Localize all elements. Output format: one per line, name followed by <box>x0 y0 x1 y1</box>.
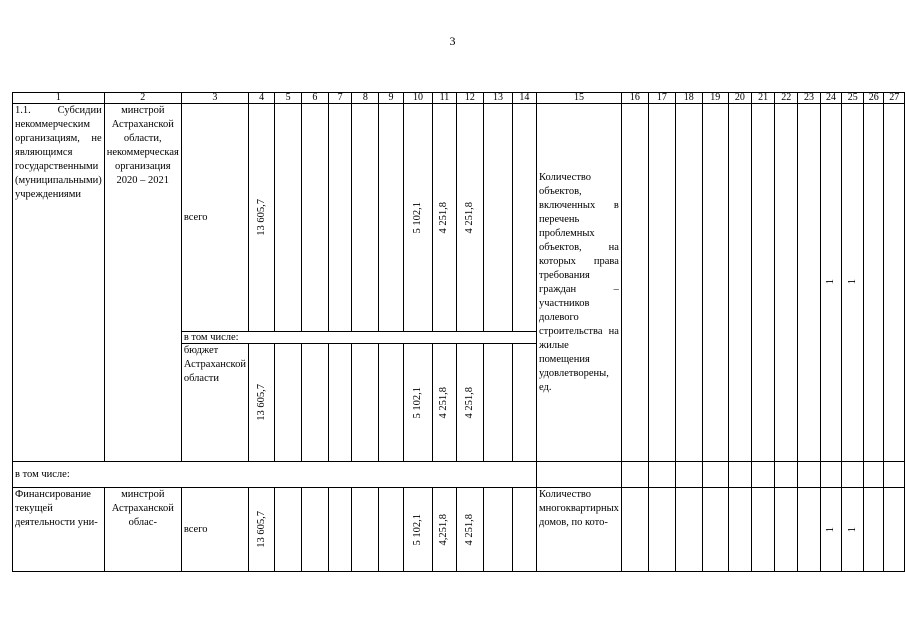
amount-col11: 4 251,8 <box>438 201 450 234</box>
header-cell: 9 <box>379 93 404 104</box>
empty-cell <box>352 488 379 572</box>
header-cell: 27 <box>884 93 905 104</box>
indicator-value-col24-2: 1 <box>825 526 837 533</box>
budget-col4: 13 605,7 <box>255 384 267 421</box>
header-cell: 21 <box>752 93 775 104</box>
header-cell: 23 <box>798 93 820 104</box>
amount-col4-cell-2 <box>248 488 274 572</box>
empty-cell <box>379 104 404 332</box>
including-label: в том числе: <box>181 332 536 344</box>
amount-col10: 5 102,1 <box>412 201 424 234</box>
budget-col12-cell <box>456 344 483 462</box>
empty-cell <box>864 488 884 572</box>
budget-col4-cell <box>248 344 274 462</box>
subsidy-total-row <box>13 104 905 332</box>
empty-cell <box>621 488 648 572</box>
funding-source-total-2: всего <box>181 488 248 572</box>
empty-cell <box>648 104 675 462</box>
empty-cell <box>301 104 328 332</box>
header-cell: 24 <box>820 93 842 104</box>
empty-cell <box>484 488 513 572</box>
empty-cell <box>702 462 728 488</box>
empty-cell <box>675 488 702 572</box>
empty-cell <box>675 462 702 488</box>
header-cell: 7 <box>328 93 352 104</box>
empty-cell <box>702 104 728 462</box>
empty-cell <box>702 488 728 572</box>
amount-col10-cell <box>403 104 432 332</box>
empty-cell <box>621 104 648 462</box>
header-cell: 2 <box>104 93 181 104</box>
empty-cell <box>275 488 302 572</box>
empty-cell <box>728 488 751 572</box>
header-cell: 13 <box>484 93 513 104</box>
budget-col12: 4 251,8 <box>463 386 475 419</box>
including-row <box>13 462 905 488</box>
empty-cell <box>752 462 775 488</box>
header-cell: 17 <box>648 93 675 104</box>
empty-cell <box>864 104 884 462</box>
header-cell: 20 <box>728 93 751 104</box>
header-cell: 6 <box>301 93 328 104</box>
empty-cell <box>798 488 820 572</box>
activity-name-cell: 1.1. Субсидии некоммерческим организациям, не являющимся государственными (муниципальными) учреждениями <box>13 104 105 462</box>
financing-row <box>13 488 905 572</box>
amount-col12-cell <box>456 104 483 332</box>
empty-cell <box>864 462 884 488</box>
empty-cell <box>884 488 905 572</box>
header-cell: 10 <box>403 93 432 104</box>
empty-cell <box>798 462 820 488</box>
empty-cell <box>352 344 379 462</box>
executor-cell: минстрой Астраханской области, некоммерческая организация 2020 – 2021 <box>104 104 181 462</box>
indicator-value-col25-cell <box>842 104 864 462</box>
empty-cell <box>537 462 622 488</box>
header-row <box>13 93 905 104</box>
amount-col4: 13 605,7 <box>255 199 267 236</box>
budget-col10: 5 102,1 <box>412 386 424 419</box>
budget-col11: 4 251,8 <box>438 386 450 419</box>
empty-cell <box>798 104 820 462</box>
empty-cell <box>301 344 328 462</box>
empty-cell <box>675 104 702 462</box>
empty-cell <box>379 488 404 572</box>
executor-cell-2: минстрой Астраханской облас- <box>104 488 181 572</box>
empty-cell <box>752 488 775 572</box>
header-cell: 26 <box>864 93 884 104</box>
empty-cell <box>328 344 352 462</box>
empty-cell <box>512 104 536 332</box>
empty-cell <box>842 462 864 488</box>
header-cell: 12 <box>456 93 483 104</box>
amount-col11-cell-2 <box>433 488 457 572</box>
header-cell: 3 <box>181 93 248 104</box>
budget-col11-cell <box>433 344 457 462</box>
indicator-cell: Количество объектов, включенных в перечень проблемных объектов, на которых права требования граждан – участников долевого строительства на жилые помещения удовлетворены, ед. <box>537 104 622 462</box>
header-cell: 15 <box>537 93 622 104</box>
amount-col11-2: 4,251,8 <box>438 513 450 546</box>
indicator-value-col24-cell-2 <box>820 488 842 572</box>
including-label-wide: в том числе: <box>13 462 537 488</box>
indicator-value-col25-2: 1 <box>846 526 858 533</box>
empty-cell <box>775 488 798 572</box>
empty-cell <box>275 104 302 332</box>
empty-cell <box>648 462 675 488</box>
header-cell: 8 <box>352 93 379 104</box>
header-cell: 11 <box>433 93 457 104</box>
empty-cell <box>775 104 798 462</box>
page-number: 3 <box>449 34 456 48</box>
funding-source-total: всего <box>181 104 248 332</box>
empty-cell <box>275 344 302 462</box>
budget-col10-cell <box>403 344 432 462</box>
indicator-value-col25-cell-2 <box>842 488 864 572</box>
empty-cell <box>328 104 352 332</box>
empty-cell <box>728 104 751 462</box>
header-cell: 25 <box>842 93 864 104</box>
empty-cell <box>752 104 775 462</box>
amount-col4-2: 13 605,7 <box>255 511 267 548</box>
empty-cell <box>884 462 905 488</box>
header-cell: 22 <box>775 93 798 104</box>
activity-name-cell-2: Финансирование текущей деятельности уни- <box>13 488 105 572</box>
header-cell: 19 <box>702 93 728 104</box>
header-cell: 16 <box>621 93 648 104</box>
indicator-cell-2: Количество многоквартирных домов, по кото- <box>537 488 622 572</box>
amount-col12-2: 4 251,8 <box>463 513 475 546</box>
empty-cell <box>328 488 352 572</box>
amount-col10-2: 5 102,1 <box>412 513 424 546</box>
empty-cell <box>648 488 675 572</box>
funding-source-regional: бюджет Астраханской области <box>181 344 248 462</box>
indicator-value-col25: 1 <box>846 278 858 285</box>
empty-cell <box>512 488 536 572</box>
empty-cell <box>484 104 513 332</box>
header-cell: 1 <box>13 93 105 104</box>
header-cell: 5 <box>275 93 302 104</box>
header-cell: 18 <box>675 93 702 104</box>
header-cell: 14 <box>512 93 536 104</box>
program-table <box>12 92 905 572</box>
header-cell: 4 <box>248 93 274 104</box>
amount-col4-cell <box>248 104 274 332</box>
empty-cell <box>352 104 379 332</box>
empty-cell <box>379 344 404 462</box>
amount-col10-cell-2 <box>403 488 432 572</box>
empty-cell <box>728 462 751 488</box>
amount-col12-cell-2 <box>456 488 483 572</box>
empty-cell <box>775 462 798 488</box>
empty-cell <box>484 344 513 462</box>
empty-cell <box>301 488 328 572</box>
indicator-value-col24: 1 <box>825 278 837 285</box>
amount-col11-cell <box>433 104 457 332</box>
empty-cell <box>512 344 536 462</box>
empty-cell <box>621 462 648 488</box>
empty-cell <box>884 104 905 462</box>
empty-cell <box>820 462 842 488</box>
amount-col12: 4 251,8 <box>463 201 475 234</box>
indicator-value-col24-cell <box>820 104 842 462</box>
